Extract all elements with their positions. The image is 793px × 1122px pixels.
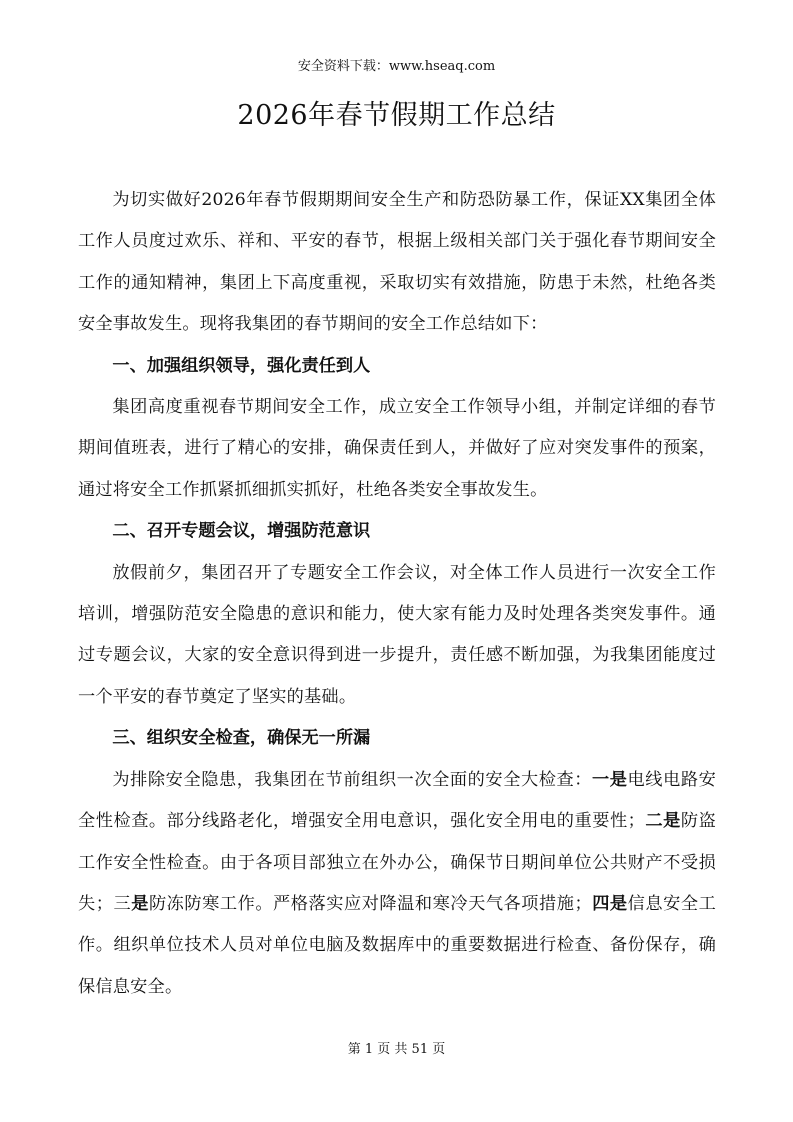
para3-part-4: 防盗工作安全性检查。由于各项目部独立在外办公，确保节日期间单位公共财产不受损失；三	[78, 811, 716, 914]
para3-part-8: 信息安全工作。组织单位技术人员对单位电脑及数据库中的重要数据进行检查、备份保存，确保信息安全。	[78, 893, 716, 997]
section-paragraph-2: 放假前夕，集团召开了专题安全工作会议，对全体工作人员进行一次安全工作培训，增强防范安全隐患的意识和能力，使大家有能力及时处理各类突发事件。通过专题会议，大家的安全意识得到进一步提升，责任感不断加强，为我集团能度过一个平安的春节奠定了坚实的基础。	[78, 562, 716, 707]
section-heading-1: 一、加强组织领导，强化责任到人	[112, 355, 371, 376]
intro-paragraph: 为切实做好2026年春节假期期间安全生产和防恐防暴工作，保证XX集团全体工作人员度过欢乐、祥和、平安的春节，根据上级相关部门关于强化春节期间安全工作的通知精神，集团上下高度重视，采取切实有效措施，防患于未然，杜绝各类安全事故发生。现将我集团的春节期间的安全工作总结如下：	[78, 190, 716, 335]
para3-part-5: 是	[131, 893, 149, 914]
section-heading-2: 二、召开专题会议，增强防范意识	[112, 521, 371, 542]
para3-part-2: 电线电路安全性检查。部分线路老化，增强安全用电意识，强化安全用电的重要性；	[78, 769, 716, 832]
para3-part-1: 一是	[592, 769, 628, 790]
section-heading-3: 三、组织安全检查，确保无一所漏	[112, 728, 371, 749]
document-title: 2026年春节假期工作总结	[237, 100, 556, 131]
section-paragraph-3	[78, 760, 716, 1008]
para3-part-7: 四是	[591, 893, 628, 914]
para3-part-6: 防冻防寒工作。严格落实应对降温和寒冷天气各项措施；	[148, 893, 592, 914]
para3-part-0: 为排除安全隐患，我集团在节前组织一次全面的安全大检查：	[112, 769, 593, 790]
document-body	[78, 180, 716, 1008]
page-header: 安全资料下载：www.hseaq.com	[297, 59, 496, 74]
page-footer: 第 1 页 共 51 页	[347, 1042, 446, 1057]
section-paragraph-1: 集团高度重视春节期间安全工作，成立安全工作领导小组，并制定详细的春节期间值班表，进行了精心的安排，确保责任到人，并做好了应对突发事件的预案，通过将安全工作抓紧抓细抓实抓好，杜绝各类安全事故发生。	[78, 397, 716, 500]
para3-part-3: 二是	[645, 811, 681, 832]
